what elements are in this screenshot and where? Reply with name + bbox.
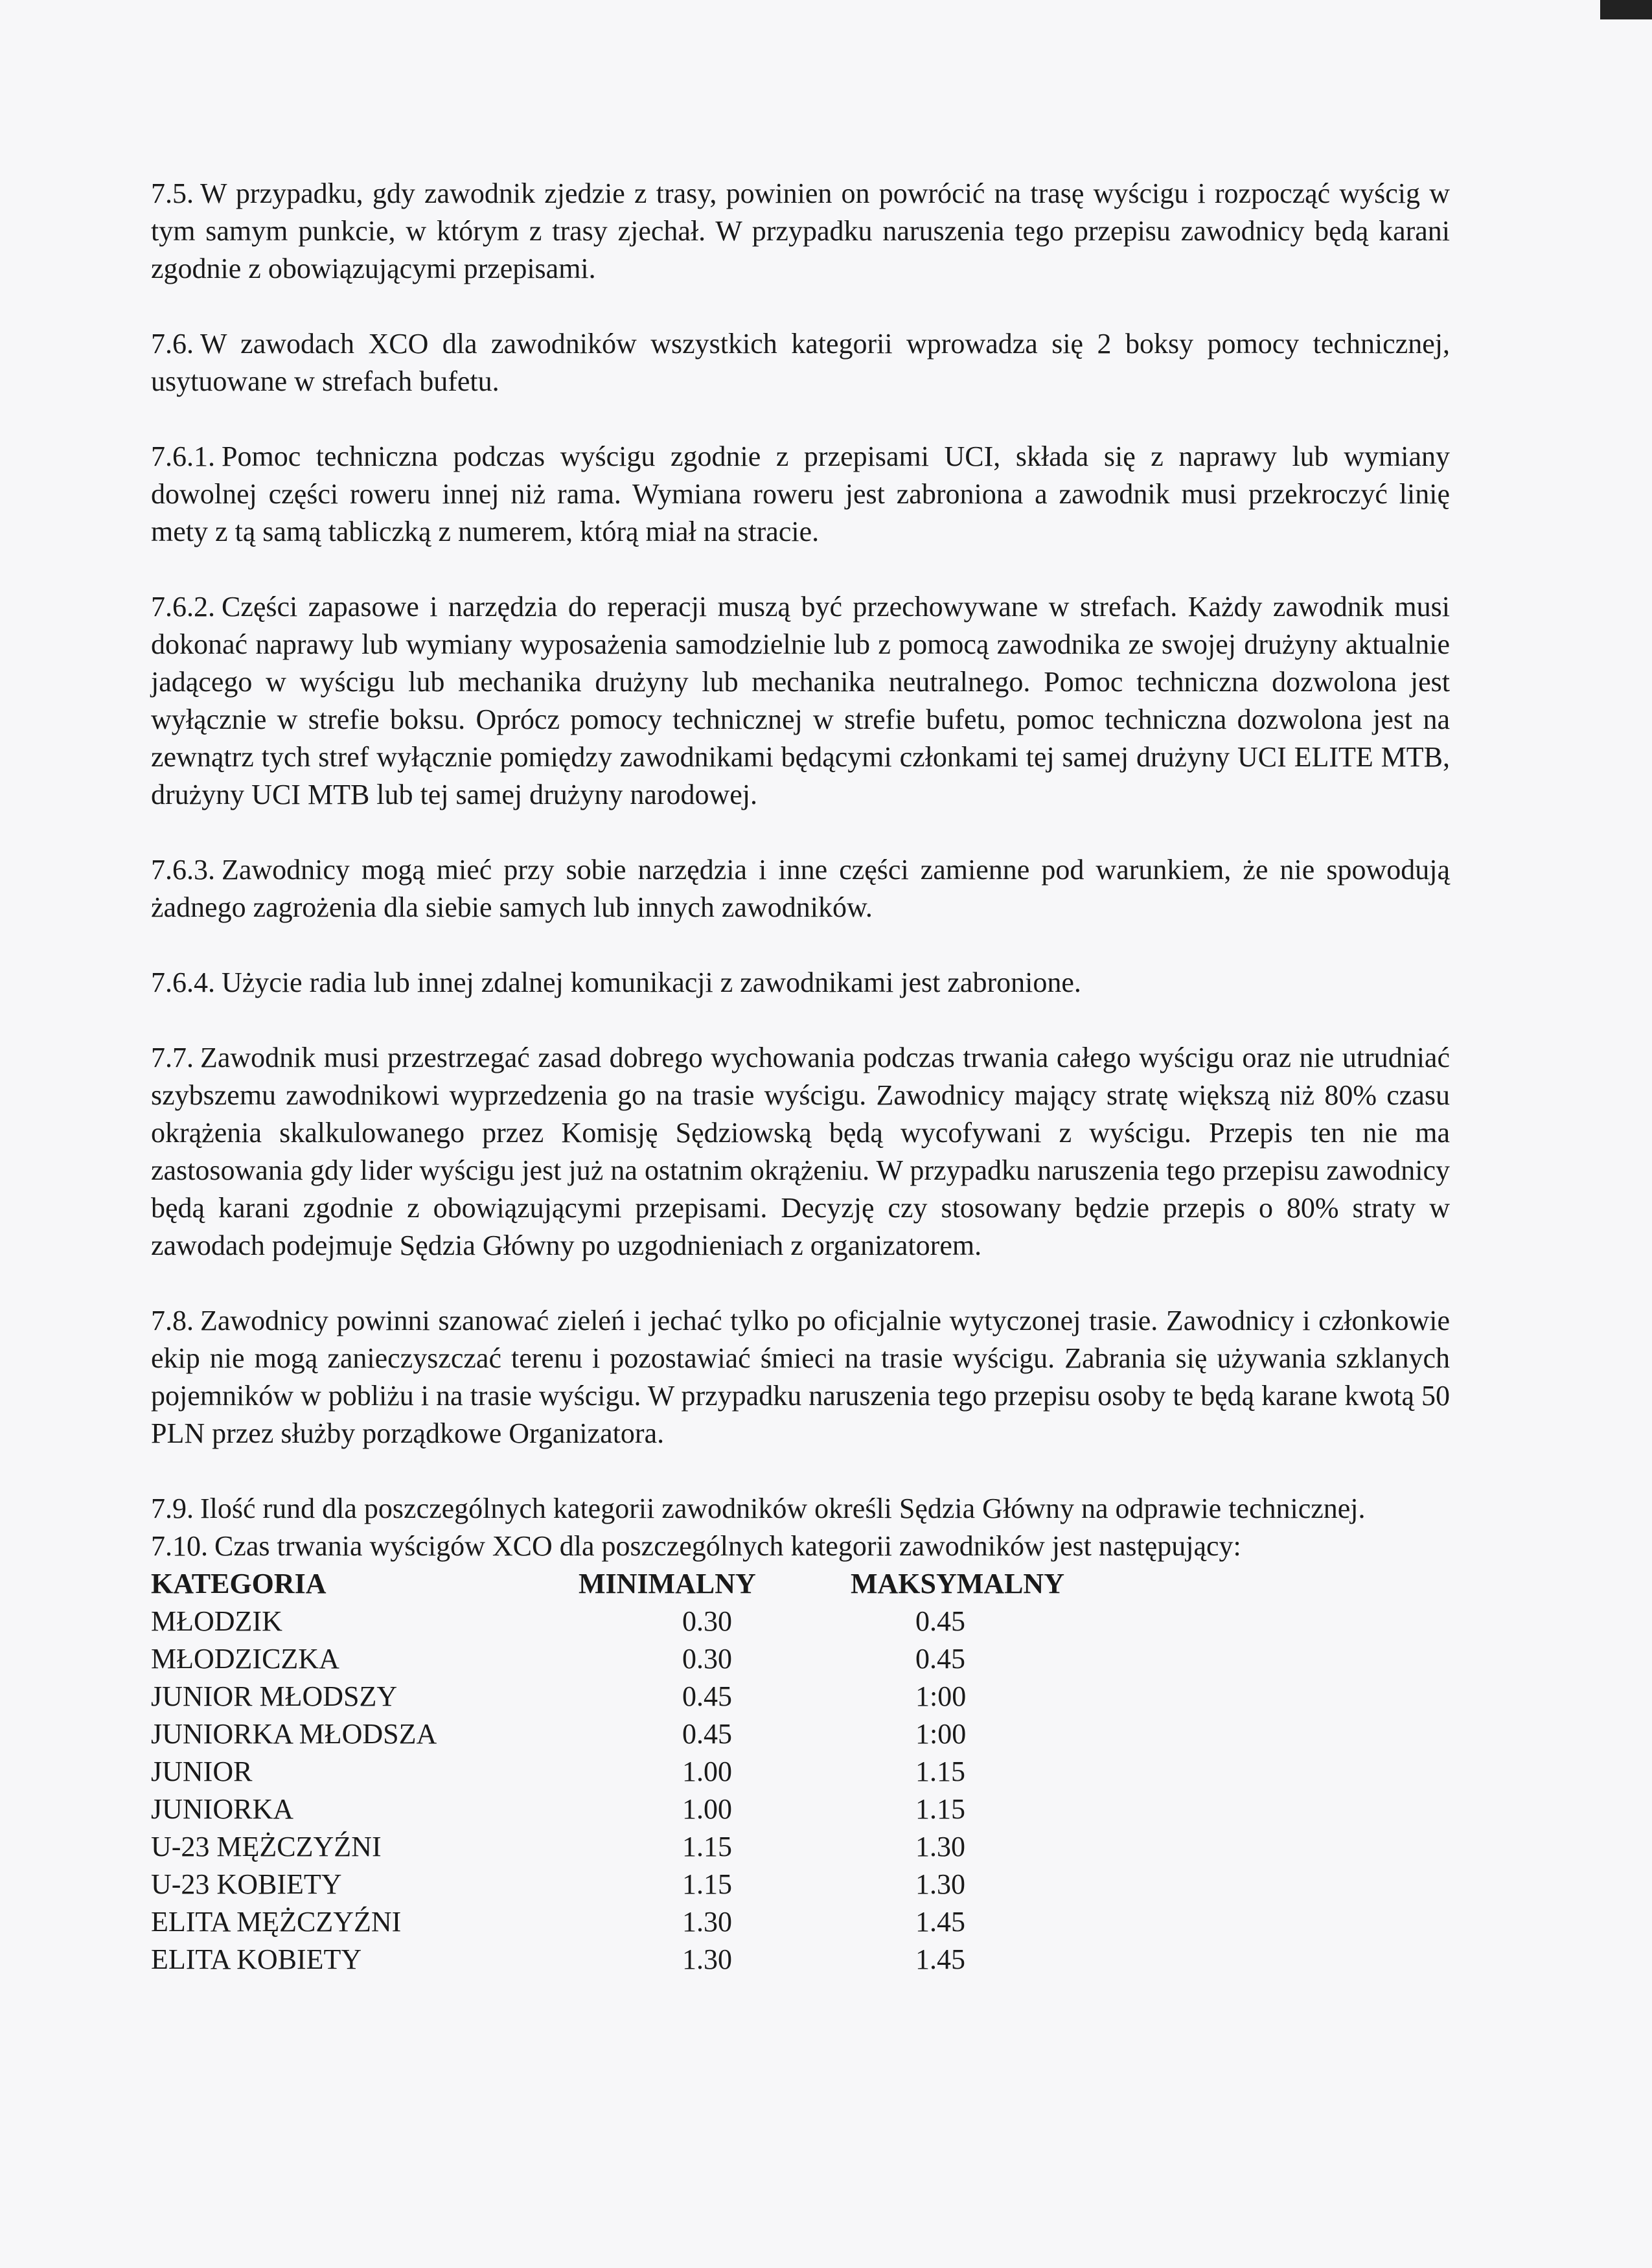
paragraph-7-10 <box>151 1528 1450 1565</box>
header-maximum: MAKSYMALNY <box>851 1568 1064 1599</box>
cell-minimum: 1.30 <box>682 1906 732 1938</box>
paragraph-number: 7.9. <box>151 1493 194 1524</box>
paragraph-text: W zawodach XCO dla zawodników wszystkich kategorii wprowadza się 2 boksy pomocy technicznej, usytuowane w strefach bufetu. <box>151 328 1450 397</box>
cell-minimum: 0.45 <box>682 1718 732 1750</box>
cell-minimum: 1.30 <box>682 1943 732 1975</box>
table-row <box>151 1791 1450 1828</box>
table-row <box>151 1640 1450 1678</box>
cell-minimum: 0.30 <box>682 1605 732 1637</box>
paragraph-number: 7.8. <box>151 1305 194 1336</box>
table-row <box>151 1828 1450 1866</box>
paragraph-7-8 <box>151 1302 1450 1452</box>
paragraph-number: 7.7. <box>151 1042 194 1073</box>
cell-maximum: 1.45 <box>915 1943 965 1975</box>
cell-category: JUNIORKA <box>151 1793 293 1825</box>
paragraph-text: Zawodnicy mogą mieć przy sobie narzędzia i inne części zamienne pod warunkiem, że nie spowodują żadnego zagrożenia dla siebie samych lub innych zawodników. <box>151 854 1450 923</box>
paragraph-7-6-2 <box>151 588 1450 814</box>
cell-category: ELITA MĘŻCZYŹNI <box>151 1906 402 1938</box>
table-row <box>151 1753 1450 1791</box>
cell-minimum: 0.45 <box>682 1680 732 1712</box>
cell-category: JUNIORKA MŁODSZA <box>151 1718 437 1750</box>
paragraph-number: 7.6.1. <box>151 441 215 472</box>
cell-minimum: 1.15 <box>682 1868 732 1900</box>
table-row <box>151 1678 1450 1715</box>
paragraph-text: Zawodnicy powinni szanować zieleń i jechać tylko po oficjalnie wytyczonej trasie. Zawodnicy i członkowie ekip nie mogą zanieczyszczać terenu i pozostawiać śmieci na trasie wyścigu. Zabrania się używania szklanych pojemników w pobliżu i na trasie wyścigu. W przypadku naruszenia tego przepisu osoby te będą karane kwotą 50 PLN przez służby porządkowe Organizatora. <box>151 1305 1450 1449</box>
cell-category: JUNIOR <box>151 1756 253 1787</box>
paragraph-number: 7.10. <box>151 1530 208 1562</box>
table-row <box>151 1866 1450 1903</box>
paragraph-text: W przypadku, gdy zawodnik zjedzie z trasy, powinien on powrócić na trasę wyścigu i rozpocząć wyścig w tym samym punkcie, w którym z trasy zjechał. W przypadku naruszenia tego przepisu zawodnicy będą karani zgodnie z obowiązującymi przepisami. <box>151 178 1450 284</box>
cell-category: U-23 MĘŻCZYŹNI <box>151 1831 382 1862</box>
cell-maximum: 0.45 <box>915 1605 965 1637</box>
paragraph-text: Pomoc techniczna podczas wyścigu zgodnie z przepisami UCI, składa się z naprawy lub wymiany dowolnej części roweru innej niż rama. Wymiana roweru jest zabroniona a zawodnik musi przekroczyć linię mety z tą samą tabliczką z numerem, którą miał na stracie. <box>151 441 1450 547</box>
cell-category: MŁODZIK <box>151 1605 282 1637</box>
cell-maximum: 1.15 <box>915 1756 965 1787</box>
paragraph-7-6-1 <box>151 438 1450 551</box>
paragraph-text: Ilość rund dla poszczególnych kategorii zawodników określi Sędzia Główny na odprawie technicznej. <box>200 1493 1366 1524</box>
paragraph-number: 7.6.2. <box>151 591 215 623</box>
paragraph-number: 7.6. <box>151 328 194 360</box>
cell-minimum: 1.15 <box>682 1831 732 1862</box>
cell-category: ELITA KOBIETY <box>151 1943 362 1975</box>
paragraph-7-9 <box>151 1490 1450 1528</box>
cell-category: MŁODZICZKA <box>151 1643 339 1675</box>
paragraph-7-5 <box>151 175 1450 288</box>
cell-category: JUNIOR MŁODSZY <box>151 1680 398 1712</box>
cell-minimum: 0.30 <box>682 1643 732 1675</box>
cell-maximum: 1:00 <box>915 1680 967 1712</box>
paragraph-text: Czas trwania wyścigów XCO dla poszczególnych kategorii zawodników jest następujący: <box>214 1530 1241 1562</box>
cell-minimum: 1.00 <box>682 1793 732 1825</box>
scan-border <box>1600 0 1652 19</box>
paragraph-text: Części zapasowe i narzędzia do reperacji muszą być przechowywane w strefach. Każdy zawodnik musi dokonać naprawy lub wymiany wyposażenia samodzielnie lub z pomocą zawodnika ze swojej drużyny aktualnie jadącego w wyścigu lub mechanika drużyny lub mechanika neutralnego. Pomoc techniczna dozwolona jest wyłącznie w strefie boksu. Oprócz pomocy technicznej w strefie bufetu, pomoc techniczna dozwolona jest na zewnątrz tych stref wyłącznie pomiędzy zawodnikami będącymi członkami tej samej drużyny UCI ELITE MTB, drużyny UCI MTB lub tej samej drużyny narodowej. <box>151 591 1450 810</box>
paragraph-7-6-4 <box>151 964 1450 1002</box>
paragraph-7-6 <box>151 325 1450 400</box>
cell-maximum: 1:00 <box>915 1718 967 1750</box>
table-row <box>151 1603 1450 1640</box>
cell-minimum: 1.00 <box>682 1756 732 1787</box>
table-row <box>151 1903 1450 1941</box>
document-page <box>151 175 1450 1978</box>
paragraph-text: Zawodnik musi przestrzegać zasad dobrego wychowania podczas trwania całego wyścigu oraz nie utrudniać szybszemu zawodnikowi wyprzedzenia go na trasie wyścigu. Zawodnicy mający stratę większą niż 80% czasu okrążenia skalkulowanego przez Komisję Sędziowską będą wycofywani z wyścigu. Przepis ten nie ma zastosowania gdy lider wyścigu jest już na ostatnim okrążeniu. W przypadku naruszenia tego przepisu zawodnicy będą karani zgodnie z obowiązującymi przepisami. Decyzję czy stosowany będzie przepis o 80% straty w zawodach podejmuje Sędzia Główny po uzgodnieniach z organizatorem. <box>151 1042 1450 1261</box>
table-header <box>151 1565 1450 1603</box>
cell-maximum: 1.30 <box>915 1868 965 1900</box>
header-minimum: MINIMALNY <box>579 1568 756 1599</box>
paragraph-7-7 <box>151 1039 1450 1265</box>
paragraph-text: Użycie radia lub innej zdalnej komunikacji z zawodnikami jest zabronione. <box>222 967 1081 998</box>
cell-maximum: 0.45 <box>915 1643 965 1675</box>
paragraph-number: 7.5. <box>151 178 194 209</box>
paragraph-number: 7.6.4. <box>151 967 215 998</box>
table-row <box>151 1941 1450 1978</box>
paragraph-7-6-3 <box>151 851 1450 926</box>
cell-category: U-23 KOBIETY <box>151 1868 342 1900</box>
cell-maximum: 1.30 <box>915 1831 965 1862</box>
cell-maximum: 1.15 <box>915 1793 965 1825</box>
table-row <box>151 1715 1450 1753</box>
race-duration-table <box>151 1565 1450 1978</box>
paragraph-number: 7.6.3. <box>151 854 215 886</box>
cell-maximum: 1.45 <box>915 1906 965 1938</box>
header-category: KATEGORIA <box>151 1568 327 1599</box>
